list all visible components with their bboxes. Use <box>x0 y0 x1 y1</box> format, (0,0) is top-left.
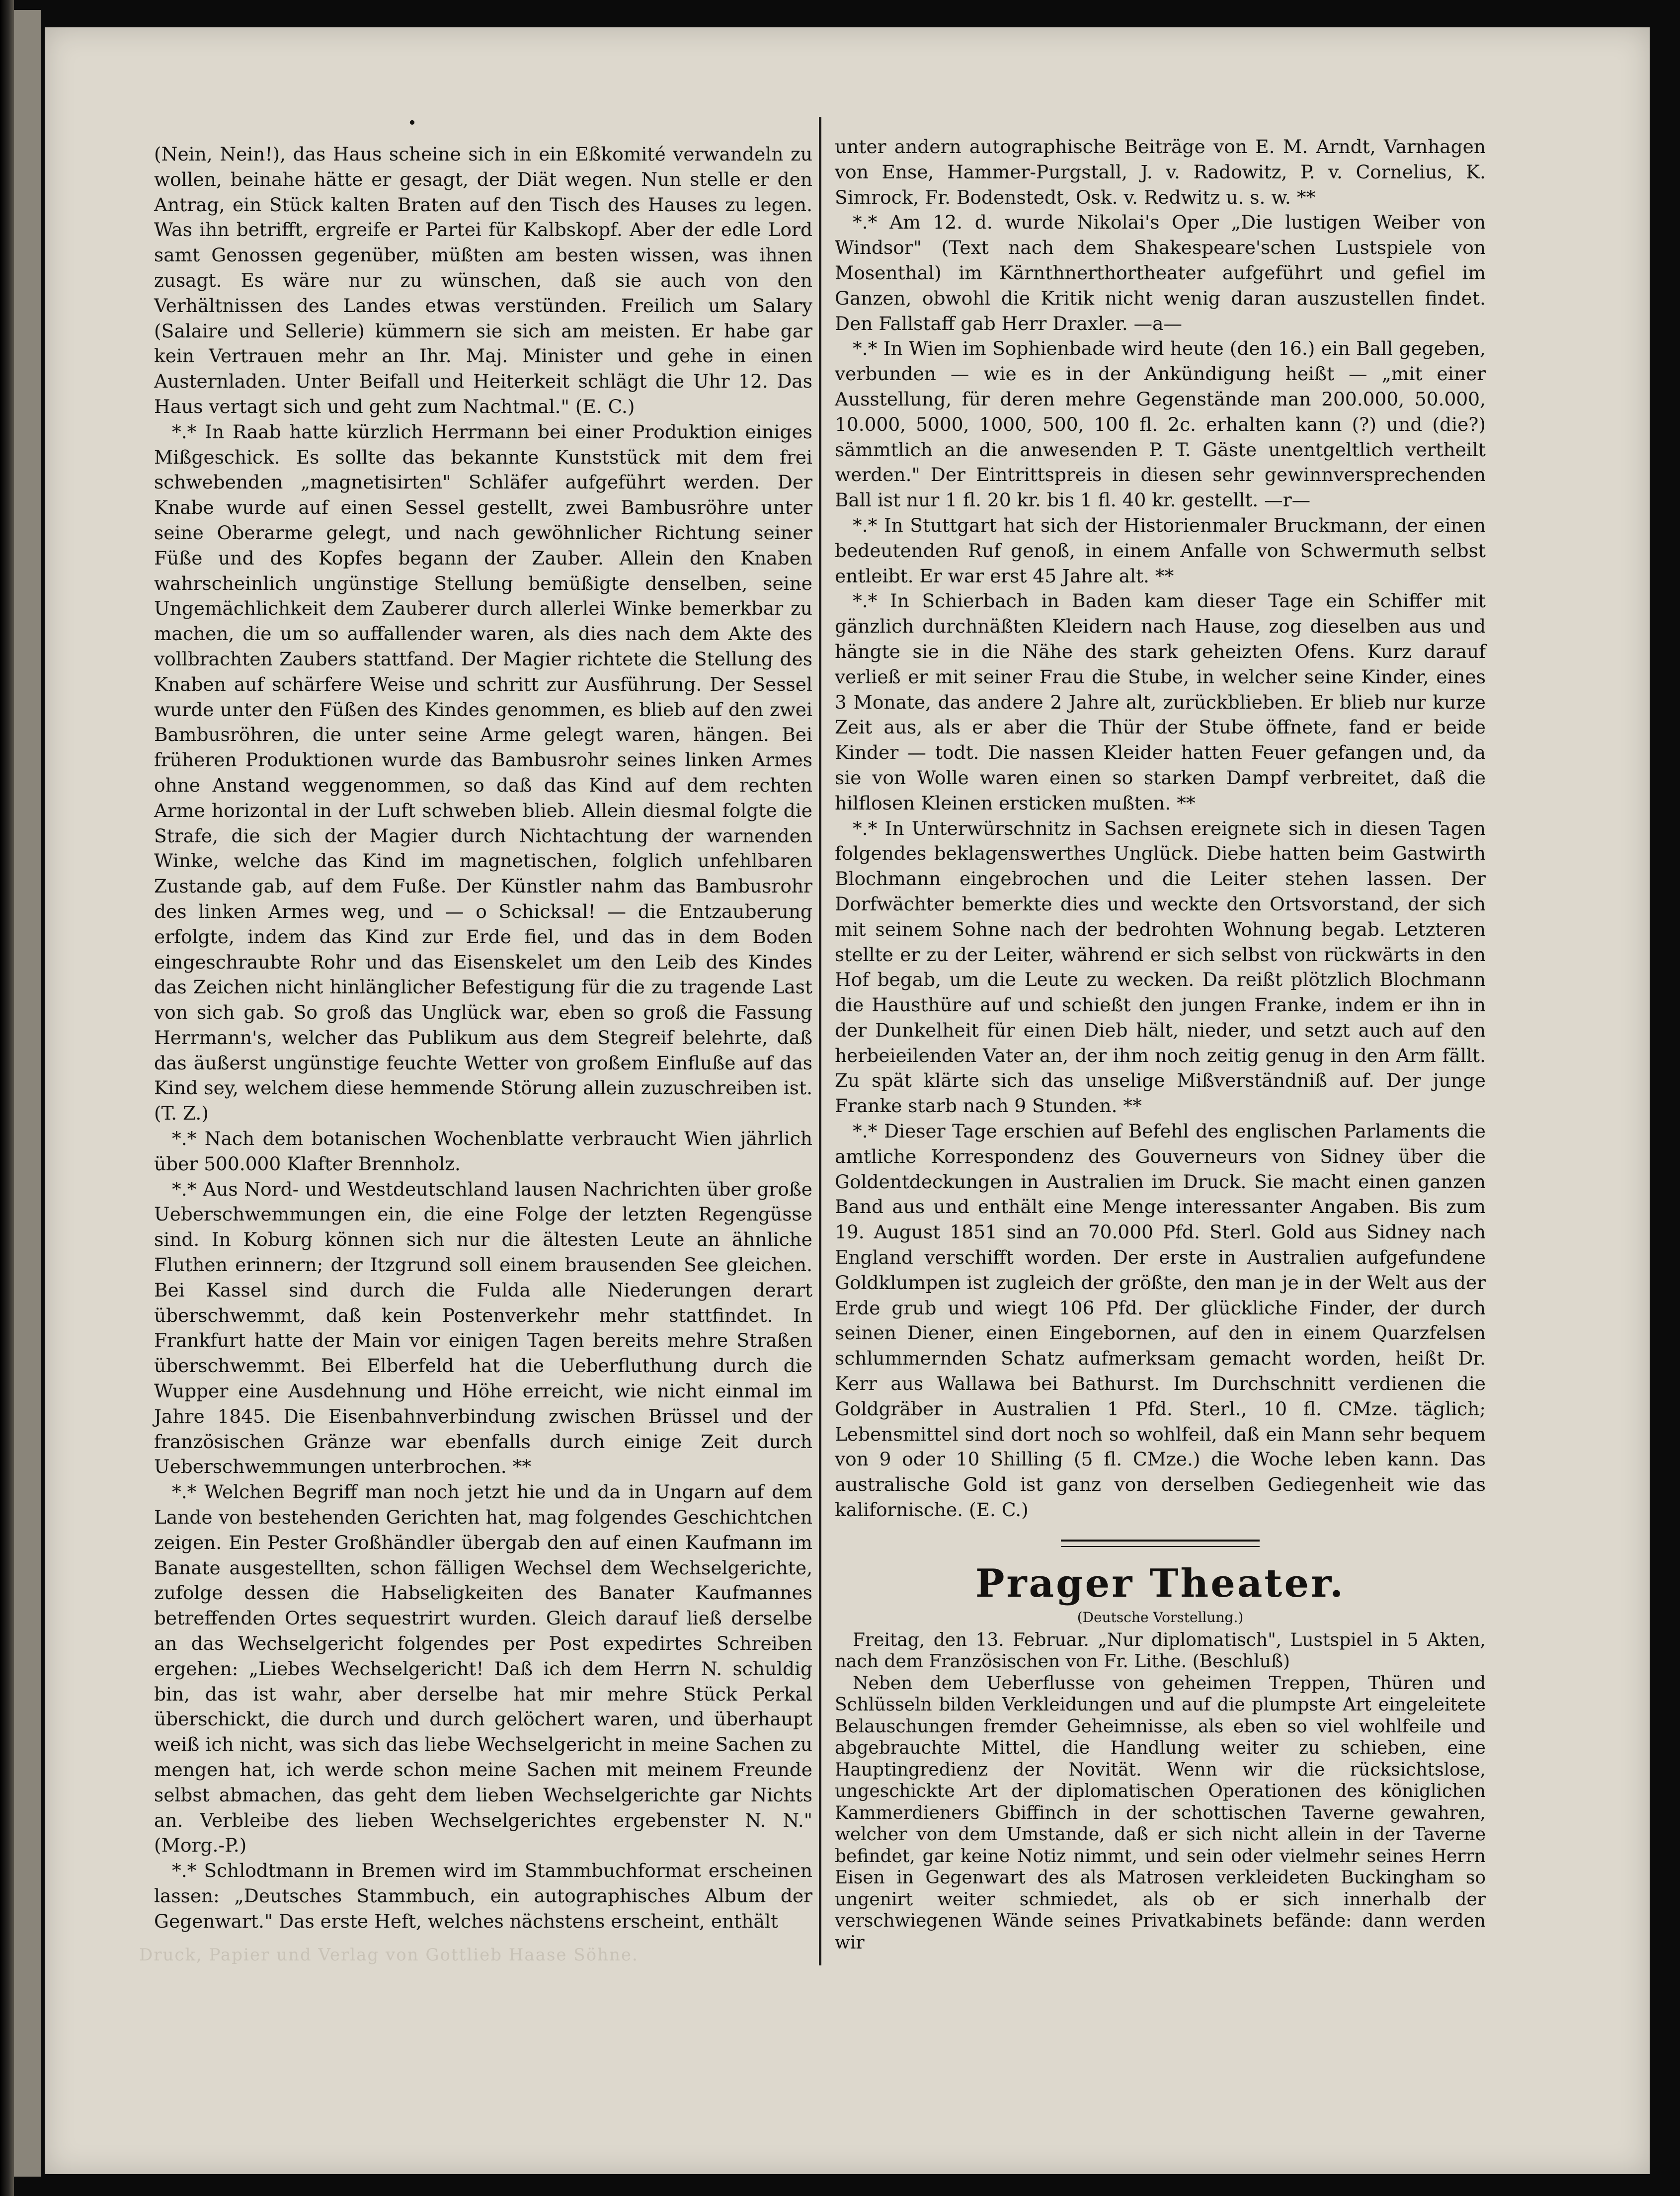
article-paragraph: *.* Welchen Begriff man noch jetzt hie und da in Ungarn auf dem Lande von bestehenden Gerichten hat, mag folgendes Geschichtchen zeigen. Ein Pester Großhändler übergab den auf einen Kaufmann im Banate ausgestellten, schon fälligen Wechsel dem Wechselgerichte, zufolge dessen die Habseligkeiten des Banater Kaufmannes betreffenden Ortes sequestrirt wurden. Gleich darauf ließ derselbe an das Wechselgericht folgendes per Post expedirtes Schreiben ergehen: „Liebes Wechselgericht! Daß ich dem Herrn N. schuldig bin, das ist wahr, aber derselbe hat mir mehre Stück Perkal überschickt, die durch und durch gelöchert waren, und überhaupt weiß ich nicht, was sich das liebe Wechselgericht in meine Sachen zu mengen hat, ich werde schon meine Sachen mit meinem Freunde selbst abmachen, das geht dem lieben Wechselgerichte gar Nichts an. Verbleibe des lieben Wechselgerichtes ergebenster N. N." (Morg.-P.) <box>154 1481 812 1857</box>
section-subheading: (Deutsche Vorstellung.) <box>1077 1609 1244 1626</box>
article-paragraph: *.* In Stuttgart hat sich der Historienmaler Bruckmann, der einen bedeutenden Ruf genoß, in einem Anfalle von Schwermuth selbst entleibt. Er war erst 45 Jahre alt. ** <box>835 514 1486 587</box>
article-paragraph: *.* Dieser Tage erschien auf Befehl des englischen Parlaments die amtliche Korrespondenz des Gouverneurs von Sidney über die Goldentdeckungen in Australien im Druck. Sie macht einen ganzen Band aus und enthält eine Menge interessanter Angaben. Bis zum 19. August 1851 sind an 70.000 Pfd. Sterl. Gold aus Sidney nach England verschifft worden. Der erste in Australien aufgefundene Goldklumpen ist zugleich der größte, den man je in der Welt aus der Erde grub und wiegt 106 Pfd. Der glückliche Finder, der durch seinen Diener, einen Eingebornen, auf den in einem Quarzfelsen schlummernden Schatz aufmerksam gemacht worden, heißt Dr. Kerr aus Wallawa bei Bathurst. Im Durchschnitt verdienen die Goldgräber in Australien 1 Pfd. Sterl., 10 fl. CMze. täglich; Lebensmittel sind dort noch so wohlfeil, daß ein Mann sehr bequem von 9 oder 10 Shilling (5 fl. CMze.) die Woche leben kann. Das australische Gold ist ganz von derselben Gediegenheit wie das kalifornische. (E. C.) <box>835 1120 1486 1521</box>
section-heading: Prager Theater. <box>975 1560 1346 1606</box>
page-marker: • <box>407 113 417 132</box>
right-column <box>835 134 1486 1953</box>
show-through-text: Druck, Papier und Verlag von Gottlieb Haase Söhne. <box>139 1945 639 1965</box>
article-paragraph: unter andern autographische Beiträge von E. M. Arndt, Varnhagen von Ense, Hammer-Purgstall, J. v. Radowitz, P. v. Cornelius, K. Simrock, Fr. Bodenstedt, Osk. v. Redwitz u. s. w. ** <box>835 136 1486 208</box>
article-paragraph: (Nein, Nein!), das Haus scheine sich in ein Eßkomité verwandeln zu wollen, beinahe hätte er gesagt, der Diät wegen. Nun stelle er den Antrag, ein Stück kalten Braten auf den Tisch des Hauses zu legen. Was ihn betrifft, ergreife er Partei für Kalbskopf. Aber der edle Lord samt Genossen gegenüber, müßten am besten wissen, was ihnen zusagt. Es wäre nur zu wünschen, daß sie auch von den Verhältnissen des Landes etwas verstünden. Freilich um Salary (Salaire und Sellerie) kümmern sie sich am meisten. Er habe gar kein Vertrauen mehr an Ihr. Maj. Minister und gehe in einen Austernladen. Unter Beifall und Heiterkeit schlägt die Uhr 12. Das Haus vertagt sich und geht zum Nachtmal." (E. C.) <box>154 143 812 417</box>
article-paragraph: *.* In Schierbach in Baden kam dieser Tage ein Schiffer mit gänzlich durchnäßten Kleidern nach Hause, zog dieselben aus und hängte sie in die Nähe des stark geheizten Ofens. Kurz darauf verließ er mit seiner Frau die Stube, in welcher seine Kinder, eines 3 Monate, das andere 2 Jahre alt, zurückblieben. Er blieb nur kurze Zeit aus, als er aber die Thür der Stube öffnete, fand er beide Kinder — todt. Die nassen Kleider hatten Feuer gefangen und, da sie von Wolle waren einen so starken Dampf verbreitet, daß die hilflosen Kleinen ersticken mußten. ** <box>835 590 1486 814</box>
article-paragraph: *.* Aus Nord- und Westdeutschland lausen Nachrichten über große Ueberschwemmungen ein, die eine Folge der letzten Regengüsse sind. In Koburg können sich nur die ältesten Leute an ähnliche Fluthen erinnern; der Itzgrund soll einem brausenden See gleichen. Bei Kassel sind durch die Fulda alle Niederungen derart überschwemmt, daß kein Postenverkehr mehr stattfindet. In Frankfurt hatte der Main vor einigen Tagen bereits mehre Straßen überschwemmt. Bei Elberfeld hat die Ueberfluthung durch die Wupper eine Ausdehnung und Höhe erreicht, wie nicht einmal im Jahre 1845. Die Eisenbahnverbindung zwischen Brüssel und der französischen Gränze war ebenfalls durch einige Zeit durch Ueberschwemmungen unterbrochen. ** <box>154 1178 812 1478</box>
column-divider <box>819 117 821 1965</box>
article-paragraph: *.* Nach dem botanischen Wochenblatte verbraucht Wien jährlich über 500.000 Klafter Brennholz. <box>154 1128 812 1175</box>
article-paragraph: *.* In Raab hatte kürzlich Herrmann bei einer Produktion einiges Mißgeschick. Es sollte das bekannte Kunststück mit dem frei schwebenden „magnetisirten" Schläfer aufgeführt werden. Der Knabe wurde auf einen Sessel gestellt, zwei Bambusröhre unter seine Oberarme gelegt, und nach gewöhnlicher Richtung seiner Füße und des Kopfes begann der Zauber. Allein den Knaben wahrscheinlich ungünstige Stellung bemüßigte denselben, seine Ungemächlichkeit dem Zauberer durch allerlei Winke bemerkbar zu machen, die um so auffallender waren, als dies nach dem Akte des vollbrachten Zaubers stattfand. Der Magier richtete die Stellung des Knaben auf schärfere Weise und schritt zur Ausführung. Der Sessel wurde unter den Füßen des Kindes genommen, es blieb auf den zwei Bambusröhren, die unter seine Arme gelegt waren, hängen. Bei früheren Produktionen wurde das Bambusrohr seines linken Armes ohne Anstand weggenommen, so daß das Kind auf dem rechten Arme horizontal in der Luft schweben blieb. Allein diesmal folgte die Strafe, die sich der Magier durch Nichtachtung der warnenden Winke, welche das Kind im magnetischen, folglich unfehlbaren Zustande gab, auf dem Fuße. Der Künstler nahm das Bambusrohr des linken Armes weg, und — o Schicksal! — die Entzauberung erfolgte, indem das Kind zur Erde fiel, und das in dem Boden eingeschraubte Rohr und das Eisenskelet um den Leib des Kindes das Zeichen nicht hinlänglicher Befestigung für die zu tragende Last von sich gab. So groß das Unglück war, eben so groß die Fassung Herrmann's, welcher das Publikum aus dem Stegreif belehrte, daß das äußerst ungünstige feuchte Wetter von großem Einfluße auf das Kind sey, welchem diese hemmende Störung allein zuzuschreiben ist. (T. Z.) <box>154 420 812 1125</box>
review-intro: Freitag, den 13. Februar. „Nur diplomatisch", Lustspiel in 5 Akten, nach dem Französischen von Fr. Lithe. (Beschluß) <box>835 1629 1486 1672</box>
article-paragraph: *.* In Unterwürschnitz in Sachsen ereignete sich in diesen Tagen folgendes beklagenswerthes Unglück. Diebe hatten beim Gastwirth Blochmann eingebrochen und die Leiter stehen lassen. Der Dorfwächter bemerkte dies und weckte den Ortsvorstand, der sich mit seinem Sohne nach der bedrohten Wohnung begab. Letzteren stellte er zu der Leiter, während er sich selbst von rückwärts in den Hof begab, um die Leute zu wecken. Da reißt plötzlich Blochmann die Hausthüre auf und schießt den jungen Franke, indem er ihn in der Dunkelheit für einen Dieb hält, nieder, und setzt auch auf den herbeieilenden Vater an, der ihm noch zeitig genug in den Arm fällt. Zu spät klärte sich das unselige Mißverständniß auf. Der junge Franke starb nach 9 Stunden. ** <box>835 817 1486 1117</box>
section-divider <box>1061 1540 1260 1547</box>
review-body: Neben dem Ueberflusse von geheimen Treppen, Thüren und Schlüsseln bilden Verkleidungen und auf die plumpste Art eingeleitete Belauschungen fremder Geheimnisse, als eben so viel wohlfeile und abgebrauchte Mittel, die Handlung weiter zu schieben, eine Hauptingredienz der Novität. Wenn wir die rücksichtslose, ungeschickte Art der diplomatischen Operationen des königlichen Kammerdieners Gbiffinch in der schottischen Taverne gewahren, welcher von dem Umstande, daß er sich nicht allein in der Taverne befindet, gar keine Notiz nimmt, und sein oder vielmehr seines Herrn Eisen in Gegenwart des als Matrosen verkleideten Buckingham so ungenirt weiter schmiedet, als ob er sich innerhalb der verschwiegenen Wände seines Privatkabinets befände: dann werden wir <box>835 1673 1486 1953</box>
adjacent-page-edge <box>14 10 41 2177</box>
binding-edge <box>0 0 14 2196</box>
left-column <box>154 142 812 1934</box>
article-paragraph: *.* Am 12. d. wurde Nikolai's Oper „Die lustigen Weiber von Windsor" (Text nach dem Shakespeare'schen Lustspiele von Mosenthal) im Kärnthnerthortheater aufgeführt und gefiel im Ganzen, obwohl die Kritik nicht wenig daran auszustellen findet. Den Fallstaff gab Herr Draxler. —a— <box>835 211 1486 334</box>
article-paragraph: *.* In Wien im Sophienbade wird heute (den 16.) ein Ball gegeben, verbunden — wie es in der Ankündigung heißt — „mit einer Ausstellung, für deren mehre Gegenstände man 200.000, 50.000, 10.000, 5000, 1000, 500, 100 fl. 2c. erhalten kann (?) und (die?) sämmtlich an die anwesenden P. T. Gäste unentgeltlich vertheilt werden." Der Eintrittspreis in diesen sehr gewinnversprechenden Ball ist nur 1 fl. 20 kr. bis 1 fl. 40 kr. gestellt. —r— <box>835 337 1486 511</box>
article-paragraph: *.* Schlodtmann in Bremen wird im Stammbuchformat erscheinen lassen: „Deutsches Stammbuch, ein autographisches Album der Gegenwart." Das erste Heft, welches nächstens erscheint, enthält <box>154 1860 812 1932</box>
